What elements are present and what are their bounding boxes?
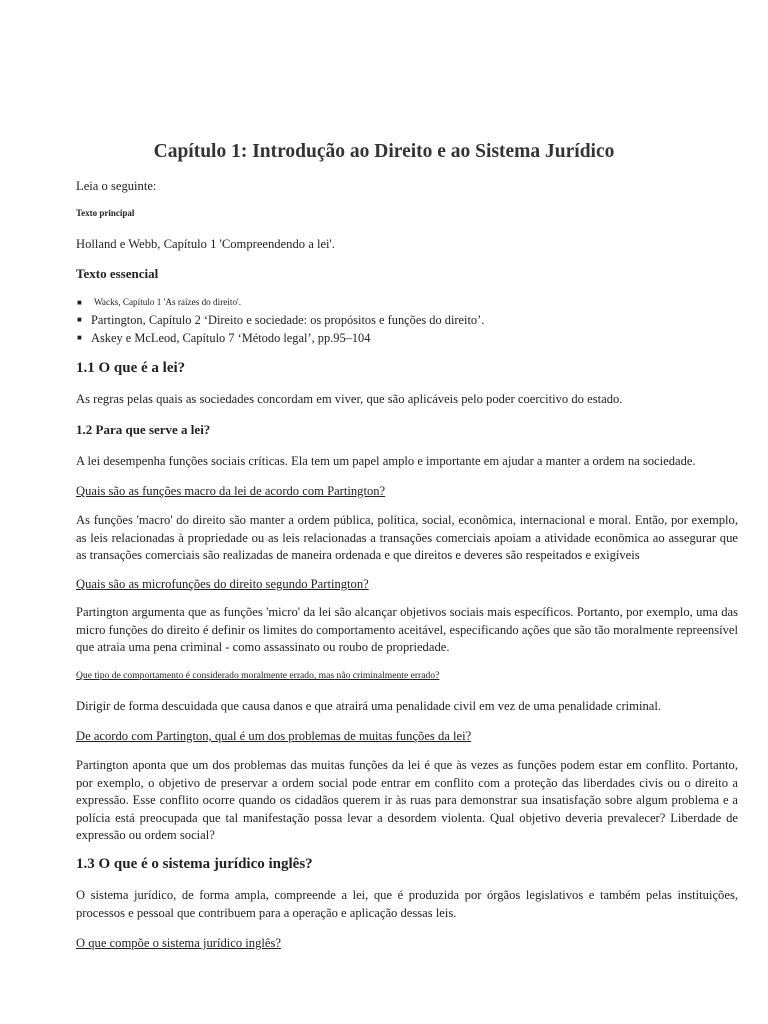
main-text-label: Texto principal [76, 208, 135, 218]
section-1-3-text: O sistema jurídico, de forma ampla, compreende a lei, que é produzida por órgãos legislativos e também pelas instituições, processos e pessoal que contribuem para a operação e aplicação dessas leis. [76, 888, 738, 920]
answer-problems: Partington aponta que um dos problemas das muitas funções da lei é que às vezes as funções podem estar em conflito. Portanto, por exemplo, o objetivo de preservar a ordem social pode entrar em conflito com a proteção das liberdades civis ou o direito a expressão. Esse conflito ocorre quando os cidadãos querem ir às ruas para demonstrar sua insatisfação sobre algum problema e a polícia está preocupada que tal manifestação possa levar a desordem violenta. Qual objetivo deveria prevalecer? Liberdade de expressão ou ordem social? [76, 758, 738, 842]
question-micro-functions: Quais são as microfunções do direito segundo Partington? [76, 577, 369, 591]
main-text: Holland e Webb, Capítulo 1 'Compreendendo a lei'. [76, 237, 335, 251]
intro-text: Leia o seguinte: [76, 179, 157, 193]
question-moral-wrong: Que tipo de comportamento é considerado moralmente errado, mas não criminalmente errado? [76, 670, 440, 681]
section-1-3-heading: 1.3 O que é o sistema jurídico inglês? [76, 856, 313, 872]
question-problems: De acordo com Partington, qual é um dos problemas de muitas funções da lei? [76, 729, 472, 743]
list-item: ■ Partington, Capítulo 2 ‘Direito e sociedade: os propósitos e funções do direito’. [77, 313, 485, 327]
bullet-icon: ■ [77, 333, 82, 342]
question-english-system: O que compõe o sistema jurídico inglês? [76, 936, 281, 950]
answer-moral-wrong: Dirigir de forma descuidada que causa danos e que atrairá uma penalidade civil em vez de uma penalidade criminal. [76, 699, 662, 713]
bullet-icon: ■ [77, 315, 82, 324]
section-1-2-heading: 1.2 Para que serve a lei? [76, 422, 211, 437]
question-macro-functions: Quais são as funções macro da lei de acordo com Partington? [76, 484, 386, 498]
essential-text-label: Texto essencial [76, 266, 159, 281]
answer-micro-functions: Partington argumenta que as funções 'micro' da lei são alcançar objetivos sociais mais específicos. Portanto, por exemplo, uma das micro funções do direito é definir os limites do comportamento aceitável, especificando ações que são tão moralmente repreensível que atraia uma pena criminal - como assassinato ou roubo de propriedade. [76, 605, 738, 654]
bullet-icon: ■ [77, 298, 82, 307]
section-1-1-heading: 1.1 O que é a lei? [76, 360, 186, 376]
list-item: ■ Askey e McLeod, Capítulo 7 ‘Método legal’, pp.95–104 [77, 331, 371, 345]
essential-list [76, 294, 738, 347]
answer-macro-functions: As funções 'macro' do direito são manter a ordem pública, política, social, econômica, internacional e moral. Então, por exemplo, as leis relacionadas à propriedade ou as leis relacionadas a transações comerciais apoiam a atividade econômica ao assegurar que as transações comerciais são realizadas de maneira ordenada e que direitos e deveres são respeitados e exigíveis [76, 513, 738, 562]
chapter-title: Capítulo 1: Introdução ao Direito e ao Sistema Jurídico [153, 141, 615, 162]
section-1-2-text: A lei desempenha funções sociais críticas. Ela tem um papel amplo e importante em ajudar a manter a ordem na sociedade. [76, 454, 696, 468]
list-item: ■ Wacks, Capítulo 1 'As raízes do direito'. [76, 294, 738, 311]
section-1-1-text: As regras pelas quais as sociedades concordam em viver, que são aplicáveis pelo poder coercitivo do estado. [76, 392, 623, 406]
